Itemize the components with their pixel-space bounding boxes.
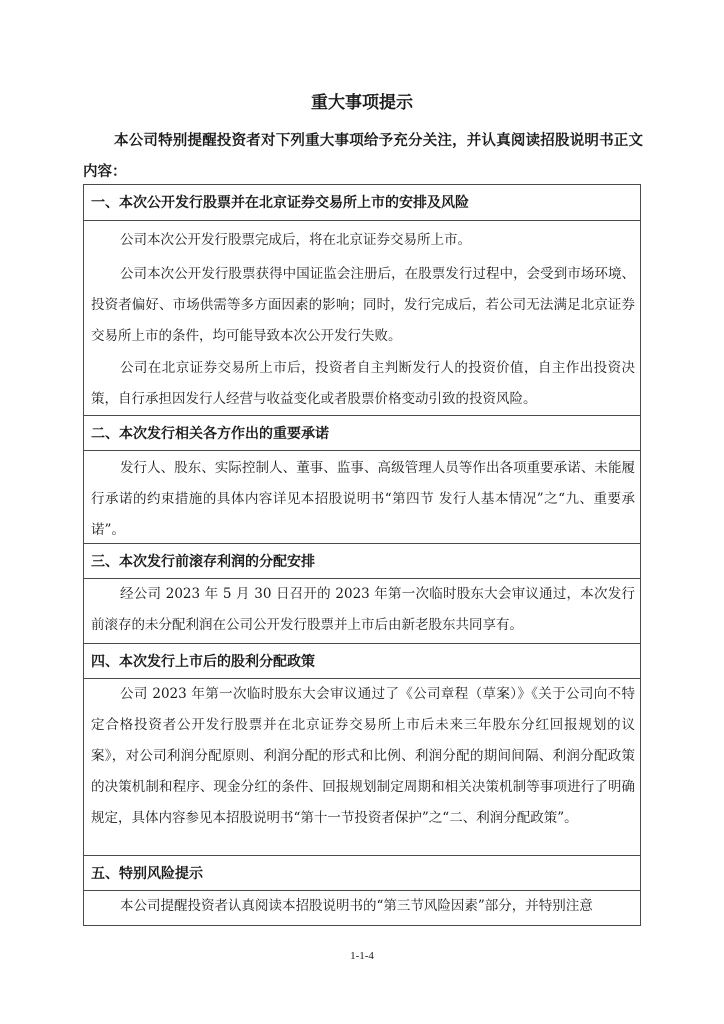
- section-5-paragraph-1: 本公司提醒投资者认真阅读本招股说明书的“第三节风险因素”部分，并特别注意: [120, 898, 593, 914]
- page-title: 重大事项提示: [311, 93, 413, 113]
- section-heading-1: 一、本次公开发行股票并在北京证券交易所上市的安排及风险: [84, 185, 640, 221]
- section-heading-3: 三、本次发行前滚存利润的分配安排: [84, 543, 640, 579]
- intro-paragraph: 本公司特别提醒投资者对下列重大事项给予充分关注，并认真阅读招股说明书正文内容：: [83, 133, 643, 180]
- section-heading-2: 二、本次发行相关各方作出的重要承诺: [84, 415, 640, 451]
- notice-box: [83, 184, 641, 926]
- section-1-paragraph-3: 公司在北京证券交易所上市后，投资者自主判断发行人的投资价值，自主作出投资决策，自行承担因发行人经营与收益变化或者股票价格变动引致的投资风险。: [91, 360, 635, 407]
- section-2-paragraph-1: 发行人、股东、实际控制人、董事、监事、高级管理人员等作出各项重要承诺、未能履行承诺的约束措施的具体内容详见本招股说明书“第四节 发行人基本情况”之“九、重要承诺”。: [91, 460, 635, 538]
- section-heading-5: 五、特别风险提示: [84, 855, 640, 891]
- section-1-paragraph-2: 公司本次公开发行股票获得中国证监会注册后，在股票发行过程中，会受到市场环境、投资者偏好、市场供需等多方面因素的影响；同时，发行完成后，若公司无法满足北京证券交易所上市的条件，均可能导致本次公开发行失败。: [91, 266, 635, 344]
- page-number: 1-1-4: [350, 950, 374, 962]
- section-3-paragraph-1: 经公司 2023 年 5 月 30 日召开的 2023 年第一次临时股东大会审议通过，本次发行前滚存的未分配利润在公司公开发行股票并上市后由新老股东共同享有。: [91, 586, 635, 633]
- section-1-paragraph-1: 公司本次公开发行股票完成后，将在北京证券交易所上市。: [120, 232, 471, 248]
- section-heading-4: 四、本次发行上市后的股利分配政策: [84, 643, 640, 679]
- section-4-paragraph-1: 公司 2023 年第一次临时股东大会审议通过了《公司章程（草案）》《关于公司向不特定合格投资者公开发行股票并在北京证券交易所上市后未来三年股东分红回报规划的议案》，对公司利润分配原则、利润分配的形式和比例、利润分配的期间间隔、利润分配政策的决策机制和程序、现金分红的条件、回报规划制定周期和相关决策机制等事项进行了明确规定，具体内容参见本招股说明书“第十一节投资者保护”之“二、利润分配政策”。: [91, 686, 635, 826]
